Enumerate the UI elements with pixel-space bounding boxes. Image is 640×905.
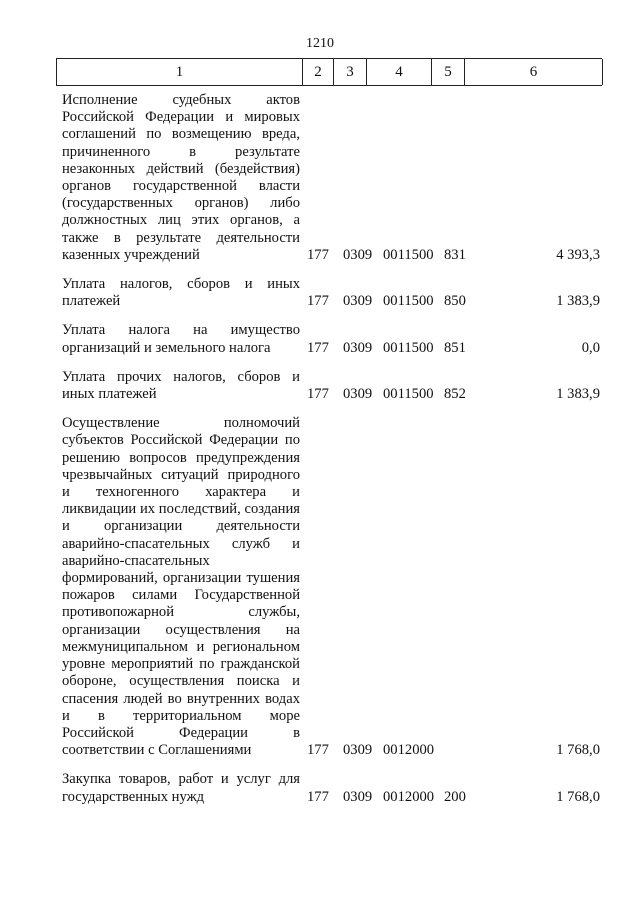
table-header-row <box>56 58 602 86</box>
row-grbs-code: 177 <box>307 293 329 310</box>
header-col-6: 6 <box>465 59 603 85</box>
row-section-code: 0309 <box>343 742 373 759</box>
row-grbs-code: 177 <box>307 246 329 263</box>
table-row <box>0 276 640 310</box>
row-name: Осуществление полномочий субъектов Российской Федерации по решению вопросов предупреждения чрезвычайных ситуаций природного и техногенного характера и ликвидации их последствий, создания и организации деятельности аварийно-спасательных служб и аварийно-спасательных формирований, организации тушения пожаров силами Государственной противопожарной службы, организации осуществления на межмуниципальном и региональном уровне мероприятий по гражданской обороне, осуществления поиска и спасения людей во внутренних водах и в территориальном море Российской Федерации в соответствии с Соглашениями <box>62 415 300 759</box>
row-target-article-code: 0012000 <box>383 742 435 759</box>
table-row <box>0 92 640 264</box>
row-sum: 1 768,0 <box>556 788 600 805</box>
header-col-3: 3 <box>334 59 367 85</box>
row-section-code: 0309 <box>343 339 373 356</box>
row-target-article-code: 0012000 <box>383 788 435 805</box>
header-col-2: 2 <box>303 59 334 85</box>
row-grbs-code: 177 <box>307 386 329 403</box>
table-row <box>0 771 640 805</box>
row-sum: 1 383,9 <box>556 386 600 403</box>
row-sum: 1 768,0 <box>556 742 600 759</box>
row-expense-type-code: 831 <box>444 246 466 263</box>
row-sum: 4 393,3 <box>556 246 600 263</box>
row-target-article-code: 0011500 <box>383 293 434 310</box>
row-section-code: 0309 <box>343 386 373 403</box>
row-expense-type-code: 200 <box>444 788 466 805</box>
table-row <box>0 415 640 759</box>
table-row <box>0 322 640 356</box>
row-target-article-code: 0011500 <box>383 386 434 403</box>
row-sum: 1 383,9 <box>556 293 600 310</box>
row-target-article-code: 0011500 <box>383 246 434 263</box>
row-name: Закупка товаров, работ и услуг для государственных нужд <box>62 771 300 805</box>
row-grbs-code: 177 <box>307 788 329 805</box>
page-number: 1210 <box>306 36 334 51</box>
row-grbs-code: 177 <box>307 339 329 356</box>
table-body <box>0 92 640 818</box>
header-col-4: 4 <box>367 59 432 85</box>
row-section-code: 0309 <box>343 788 373 805</box>
row-expense-type-code: 850 <box>444 293 466 310</box>
row-target-article-code: 0011500 <box>383 339 434 356</box>
row-expense-type-code: 851 <box>444 339 466 356</box>
row-name: Уплата налогов, сборов и иных платежей <box>62 276 300 310</box>
row-section-code: 0309 <box>343 246 373 263</box>
row-name: Исполнение судебных актов Российской Федерации и мировых соглашений по возмещению вреда, причиненного в результате незаконных действий (бездействия) органов государственной власти (государственных органов) либо должностных лиц этих органов, а также в результате деятельности казенных учреждений <box>62 92 300 263</box>
row-name: Уплата налога на имущество организаций и земельного налога <box>62 322 300 356</box>
row-sum: 0,0 <box>581 339 600 356</box>
table-row <box>0 369 640 403</box>
row-name: Уплата прочих налогов, сборов и иных платежей <box>62 368 300 403</box>
row-expense-type-code: 852 <box>444 386 466 403</box>
row-section-code: 0309 <box>343 293 373 310</box>
header-col-5: 5 <box>432 59 465 85</box>
header-col-1: 1 <box>57 59 303 85</box>
row-grbs-code: 177 <box>307 742 329 759</box>
